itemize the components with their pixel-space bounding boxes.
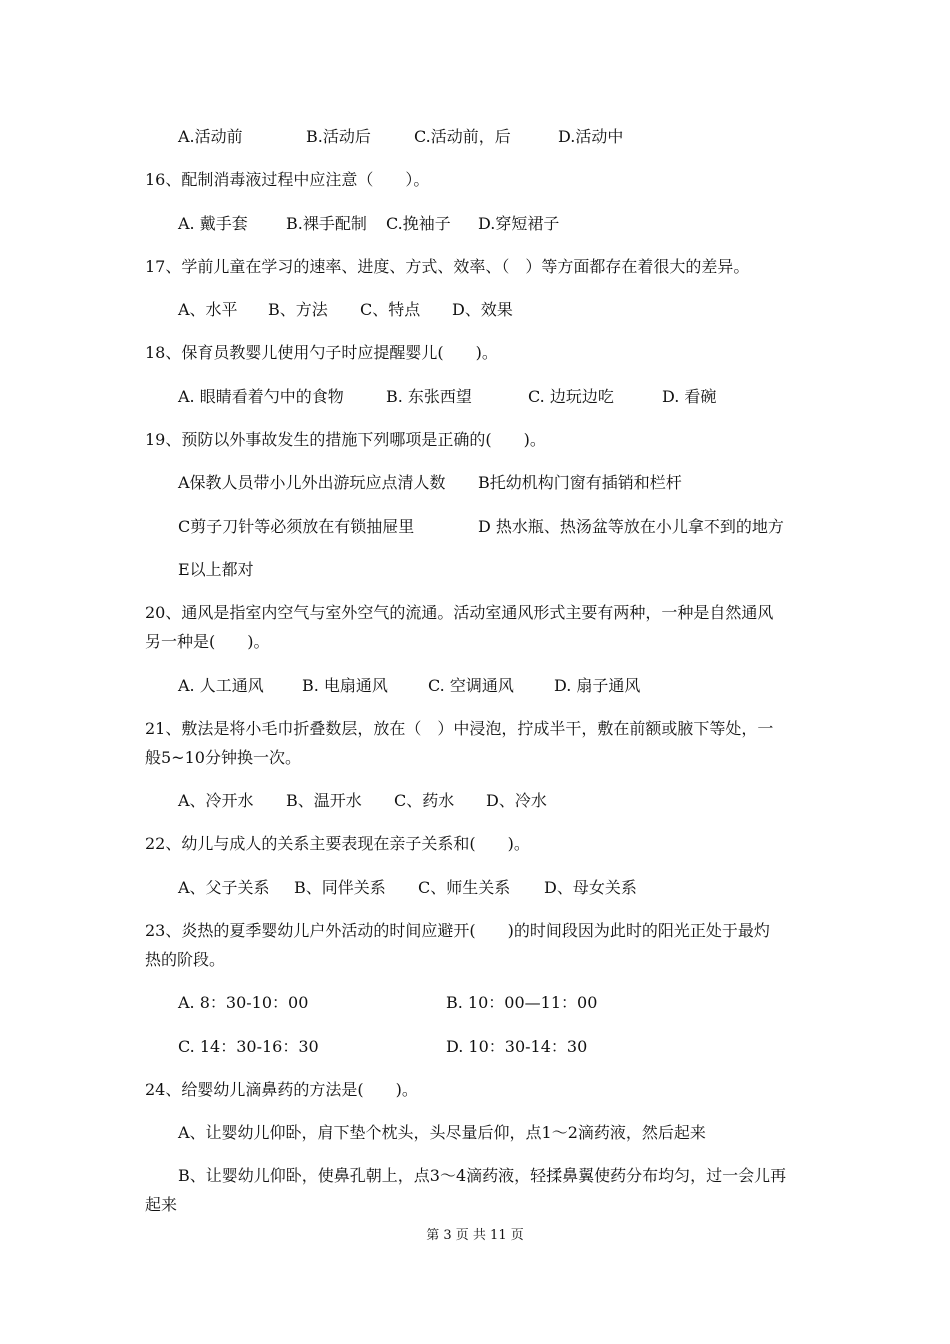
options-row-19-ab — [178, 473, 682, 493]
option-b: B. 东张西望 — [386, 387, 472, 406]
option-a: A. 人工通风 — [178, 676, 264, 695]
option-a: A、冷开水 — [178, 791, 254, 810]
options-row-20 — [178, 676, 640, 696]
option-b: B. 10：00—11：00 — [446, 993, 598, 1012]
question-19: 19、预防以外事故发生的措施下列哪项是正确的( )。 — [145, 430, 546, 449]
option-d: D、冷水 — [486, 791, 547, 810]
option-b: B、方法 — [268, 300, 328, 319]
option-a: A、父子关系 — [178, 878, 270, 897]
option-d: D、母女关系 — [544, 878, 637, 897]
option-b: B.裸手配制 — [286, 214, 367, 233]
option-b-continued: 起来 — [145, 1195, 178, 1214]
option-d: D. 10：30-14：30 — [446, 1037, 588, 1056]
question-23-continued: 热的阶段。 — [145, 950, 226, 969]
page-footer: 第 3 页 共 11 页 — [426, 1228, 524, 1243]
options-row-16 — [178, 214, 559, 234]
option-c: C、药水 — [394, 791, 455, 810]
question-20-continued: 另一种是( )。 — [145, 632, 270, 651]
option-c: C剪子刀针等必须放在有锁抽屉里 — [178, 517, 415, 536]
question-16: 16、配制消毒液过程中应注意（ ）。 — [145, 170, 430, 189]
option-d: D.活动中 — [558, 127, 624, 146]
question-23: 23、炎热的夏季婴幼儿户外活动的时间应避开( )的时间段因为此时的阳光正处于最灼 — [145, 921, 770, 940]
question-24: 24、给婴幼儿滴鼻药的方法是( )。 — [145, 1080, 418, 1099]
option-b: B.活动后 — [306, 127, 371, 146]
options-row-15 — [178, 127, 623, 147]
option-a: A. 戴手套 — [178, 214, 248, 233]
option-a: A保教人员带小儿外出游玩应点清人数 — [178, 473, 446, 492]
options-row-22 — [178, 878, 637, 898]
option-a: A、让婴幼儿仰卧，肩下垫个枕头，头尽量后仰，点1～2滴药液，然后起来 — [178, 1123, 706, 1142]
option-a: A. 眼睛看着勺中的食物 — [178, 387, 344, 406]
options-row-19-cd — [178, 517, 784, 537]
option-c: C. 14：30-16：30 — [178, 1037, 319, 1056]
question-21-continued: 般5~10分钟换一次。 — [145, 748, 301, 767]
option-d: D.穿短裙子 — [478, 214, 560, 233]
question-18: 18、保育员教婴儿使用勺子时应提醒婴儿( )。 — [145, 343, 498, 362]
question-20: 20、通风是指室内空气与室外空气的流通。活动室通风形式主要有两种，一种是自然通风 — [145, 603, 774, 622]
option-b: B托幼机构门窗有插销和栏杆 — [478, 473, 682, 492]
options-row-18 — [178, 387, 716, 407]
option-c: C.活动前，后 — [414, 127, 511, 146]
option-b: B. 电扇通风 — [302, 676, 388, 695]
option-a: A. 8：30-10：00 — [178, 993, 309, 1012]
options-row-17 — [178, 300, 513, 320]
option-d: D. 看碗 — [662, 387, 717, 406]
option-c: C.挽袖子 — [386, 214, 451, 233]
option-b: B、同伴关系 — [294, 878, 386, 897]
options-row-23-ab — [178, 993, 597, 1013]
question-17: 17、学前儿童在学习的速率、进度、方式、效率、（ ）等方面都存在着很大的差异。 — [145, 257, 750, 276]
option-a: A.活动前 — [178, 127, 243, 146]
option-c: C. 空调通风 — [428, 676, 514, 695]
options-row-21 — [178, 791, 547, 811]
option-c: C. 边玩边吃 — [528, 387, 614, 406]
options-row-23-cd — [178, 1037, 587, 1057]
option-d: D、效果 — [452, 300, 513, 319]
option-b: B、让婴幼儿仰卧，使鼻孔朝上，点3～4滴药液，轻揉鼻翼使药分布均匀，过一会儿再 — [178, 1166, 787, 1185]
option-e: E以上都对 — [178, 560, 254, 579]
option-d: D. 扇子通风 — [554, 676, 641, 695]
option-a: A、水平 — [178, 300, 238, 319]
option-b: B、温开水 — [286, 791, 362, 810]
option-c: C、师生关系 — [418, 878, 511, 897]
option-c: C、特点 — [360, 300, 421, 319]
option-d: D 热水瓶、热汤盆等放在小儿拿不到的地方 — [478, 517, 784, 536]
question-21: 21、敷法是将小毛巾折叠数层，放在（ ）中浸泡，拧成半干，敷在前额或腋下等处，一 — [145, 719, 774, 738]
question-22: 22、幼儿与成人的关系主要表现在亲子关系和( )。 — [145, 834, 530, 853]
